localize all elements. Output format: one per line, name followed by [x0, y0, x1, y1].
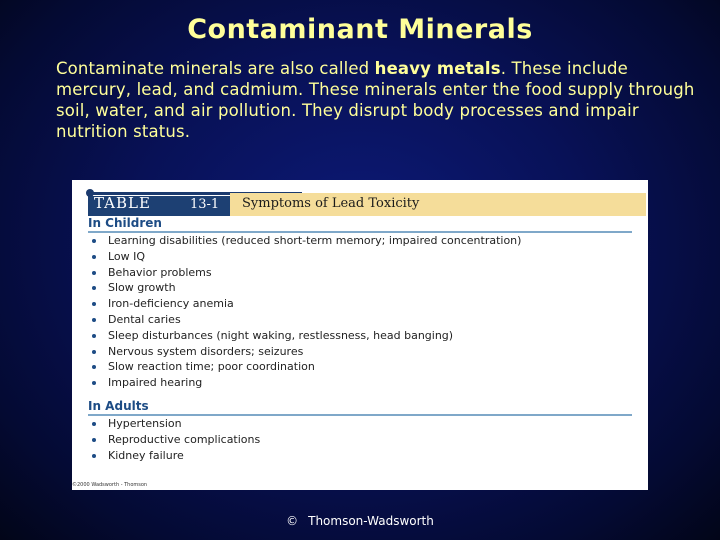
copyright-line: [0, 514, 720, 528]
bullet-icon: [92, 286, 96, 290]
bullet-icon: [92, 255, 96, 259]
symptom-text: Reproductive complications: [108, 432, 261, 446]
symptom-text: Kidney failure: [108, 448, 184, 462]
table-title-box: [230, 193, 646, 216]
bullet-icon: [92, 334, 96, 338]
intro-bold-term: heavy metals: [374, 59, 501, 78]
children-symptom-item: [88, 250, 521, 266]
table-dot-icon: [86, 189, 94, 197]
table-credit: ©2000 Wadsworth - Thomson: [72, 482, 148, 488]
children-symptom-item: [88, 234, 521, 250]
children-symptom-list: [88, 234, 521, 392]
children-symptom-item: [88, 266, 521, 282]
children-symptom-item: [88, 376, 521, 392]
bullet-icon: [92, 381, 96, 385]
intro-paragraph: [56, 58, 696, 142]
symptom-text: Dental caries: [108, 312, 181, 326]
adults-symptom-item: [88, 449, 260, 465]
bullet-icon: [92, 422, 96, 426]
symptom-text: Low IQ: [108, 249, 146, 263]
symptom-text: Slow growth: [108, 281, 176, 295]
children-symptom-item: [88, 345, 521, 361]
symptom-text: Learning disabilities (reduced short-term memory; impaired concentration): [108, 234, 522, 247]
bullet-icon: [92, 271, 96, 275]
table-header: [80, 186, 638, 210]
table-number: 13-1: [190, 197, 220, 212]
copyright-text: Thomson-Wadsworth: [308, 514, 434, 528]
symptom-text: Sleep disturbances (night waking, restlessness, head banging): [108, 328, 454, 342]
symptom-text: Hypertension: [108, 417, 182, 430]
symptom-text: Behavior problems: [108, 265, 212, 279]
bullet-icon: [92, 350, 96, 354]
copyright-symbol: ©: [286, 514, 299, 528]
children-symptom-item: [88, 360, 521, 376]
bullet-icon: [92, 454, 96, 458]
children-symptom-item: [88, 281, 521, 297]
bullet-icon: [92, 365, 96, 369]
children-symptom-item: [88, 297, 521, 313]
section-heading-adults: In Adults: [88, 399, 149, 413]
adults-symptom-list: [88, 417, 260, 464]
bullet-icon: [92, 302, 96, 306]
section-rule-adults: [88, 414, 632, 416]
adults-symptom-item: [88, 417, 260, 433]
symptom-text: Iron-deficiency anemia: [108, 297, 234, 311]
children-symptom-item: [88, 329, 521, 345]
slide-title: Contaminant Minerals: [187, 14, 533, 45]
adults-symptom-item: [88, 433, 260, 449]
table-title: Symptoms of Lead Toxicity: [242, 196, 420, 211]
section-rule-children: [88, 231, 632, 233]
section-heading-children: In Children: [88, 216, 162, 230]
intro-text-start: Contaminate minerals are also called: [56, 59, 375, 78]
bullet-icon: [92, 239, 96, 243]
bullet-icon: [92, 318, 96, 322]
lead-toxicity-table-image: [72, 180, 648, 490]
bullet-icon: [92, 438, 96, 442]
children-symptom-item: [88, 313, 521, 329]
symptom-text: Impaired hearing: [108, 376, 203, 390]
table-label: TABLE: [94, 194, 151, 212]
symptom-text: Nervous system disorders; seizures: [108, 344, 304, 358]
symptom-text: Slow reaction time; poor coordination: [108, 360, 315, 374]
intro-text-end: . These include mercury, lead, and cadmium. These minerals enter the food supply through soil, water, and air pollution. They disrupt body processes and impair nutrition status.: [56, 59, 695, 141]
